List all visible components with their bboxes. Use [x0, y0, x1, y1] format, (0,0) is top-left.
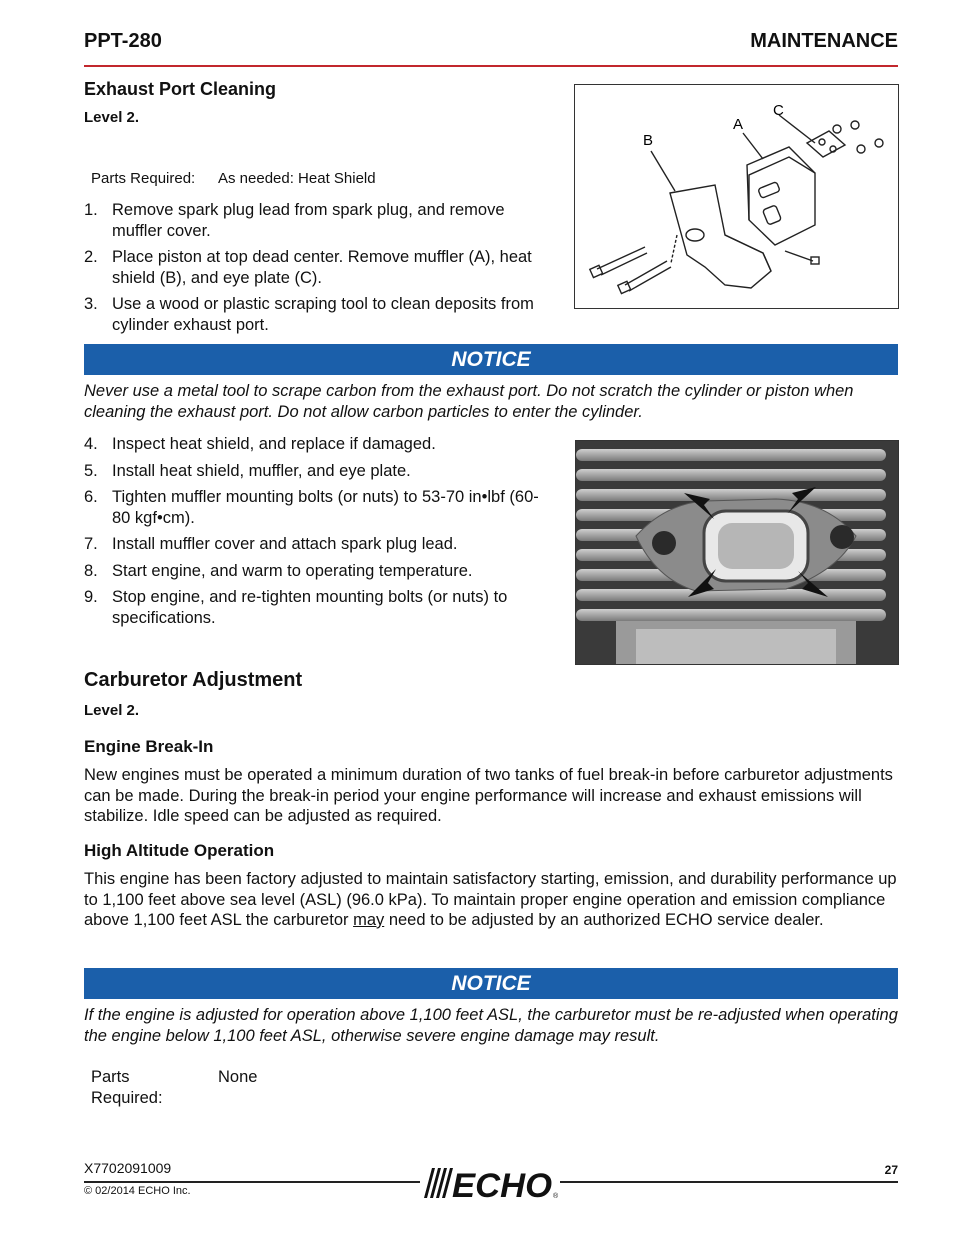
parts-label-line1: Parts	[91, 1068, 130, 1086]
breakin-heading: Engine Break-In	[84, 737, 214, 756]
exhaust-heading: Exhaust Port Cleaning	[84, 79, 277, 99]
reassembly-steps	[84, 434, 544, 634]
step-text: Tighten muffler mounting bolts (or nuts) to 53-70 in•lbf (60-80 kgf•cm).	[112, 488, 539, 527]
step-item	[84, 247, 554, 288]
altitude-text-part2: need to be adjusted by an authorized ECHO service dealer.	[384, 911, 824, 929]
exhaust-port-photo	[575, 440, 899, 665]
breakin-text: New engines must be operated a minimum duration of two tanks of fuel break-in before carburetor adjustments can be made. During the break-in period your engine performance will increase and exhaust emissions will stabilize. Idle speed can be adjusted as required.	[84, 766, 893, 825]
carb-level: Level 2.	[84, 702, 140, 719]
step-text: Install heat shield, muffler, and eye plate.	[112, 461, 411, 480]
step-item	[84, 294, 554, 335]
parts-value: As needed: Heat Shield	[218, 170, 376, 187]
step-text: Stop engine, and re-tighten mounting bolts (or nuts) to specifications.	[112, 588, 508, 627]
step-number: 4.	[84, 435, 98, 453]
section-title: MAINTENANCE	[750, 30, 898, 52]
parts-value: None	[218, 1068, 258, 1086]
parts-label-line2: Required:	[91, 1089, 163, 1107]
step-text: Place piston at top dead center. Remove muffler (A), heat shield (B), and eye plate (C).	[112, 248, 532, 287]
step-item	[84, 534, 544, 555]
step-item	[84, 561, 544, 582]
label-c: C	[773, 102, 784, 119]
step-item	[84, 200, 554, 241]
step-text: Start engine, and warm to operating temperature.	[112, 561, 473, 580]
step-item	[84, 487, 544, 528]
parts-label	[91, 1067, 163, 1109]
altitude-text	[84, 869, 898, 931]
step-text: Inspect heat shield, and replace if damaged.	[112, 435, 436, 453]
step-number: 2.	[84, 248, 98, 266]
step-text: Install muffler cover and attach spark plug lead.	[112, 535, 458, 553]
step-number: 3.	[84, 295, 98, 313]
notice-text: If the engine is adjusted for operation above 1,100 feet ASL, the carburetor must be re-adjusted when operating the engine below 1,100 feet ASL, otherwise severe engine damage may result.	[84, 1006, 898, 1045]
part-number: X7702091009	[84, 1160, 172, 1176]
page-number: 27	[884, 1163, 898, 1177]
notice-banner: NOTICE	[84, 344, 898, 375]
altitude-text-may: may	[353, 911, 385, 929]
step-number: 9.	[84, 588, 98, 606]
echo-logo	[422, 1164, 562, 1202]
footer-rule-right	[560, 1181, 898, 1183]
step-number: 6.	[84, 488, 98, 506]
step-number: 1.	[84, 201, 98, 219]
exhaust-steps	[84, 200, 554, 341]
exhaust-level: Level 2.	[84, 109, 140, 126]
step-item	[84, 434, 544, 455]
parts-label: Parts Required:	[91, 170, 196, 187]
notice-text: Never use a metal tool to scrape carbon from the exhaust port. Do not scratch the cylinder or piston when cleaning the exhaust port. Do not allow carbon particles to enter the cylinder.	[84, 382, 854, 421]
carb-heading: Carburetor Adjustment	[84, 669, 303, 691]
doc-model: PPT-280	[84, 30, 162, 52]
echo-logo-mark	[422, 1164, 562, 1202]
exhaust-port-illustration	[576, 441, 898, 664]
header-rule	[84, 65, 898, 67]
step-text: Use a wood or plastic scraping tool to clean deposits from cylinder exhaust port.	[112, 295, 534, 334]
label-b: B	[643, 132, 654, 149]
copyright: © 02/2014 ECHO Inc.	[84, 1185, 191, 1197]
step-number: 8.	[84, 561, 98, 580]
step-item	[84, 461, 544, 482]
echo-logo-text: ECHO	[452, 1167, 552, 1202]
registered-mark: ®	[553, 1193, 559, 1200]
step-item	[84, 587, 544, 628]
muffler-diagram-illustration	[575, 85, 898, 308]
footer-rule-left	[84, 1181, 420, 1183]
notice-banner: NOTICE	[84, 968, 898, 999]
step-number: 7.	[84, 535, 98, 553]
muffler-diagram-figure	[574, 84, 899, 309]
altitude-heading: High Altitude Operation	[84, 841, 275, 860]
altitude-text-part1: This engine has been factory adjusted to maintain satisfactory starting, emission, and durability performance up to 1,100 feet above sea level (ASL) (96.0 kPa). To maintain proper engine operation and emission compliance above 1,100 feet ASL the carburetor	[84, 870, 897, 929]
step-number: 5.	[84, 461, 98, 480]
label-a: A	[733, 116, 744, 133]
step-text: Remove spark plug lead from spark plug, and remove muffler cover.	[112, 201, 505, 240]
